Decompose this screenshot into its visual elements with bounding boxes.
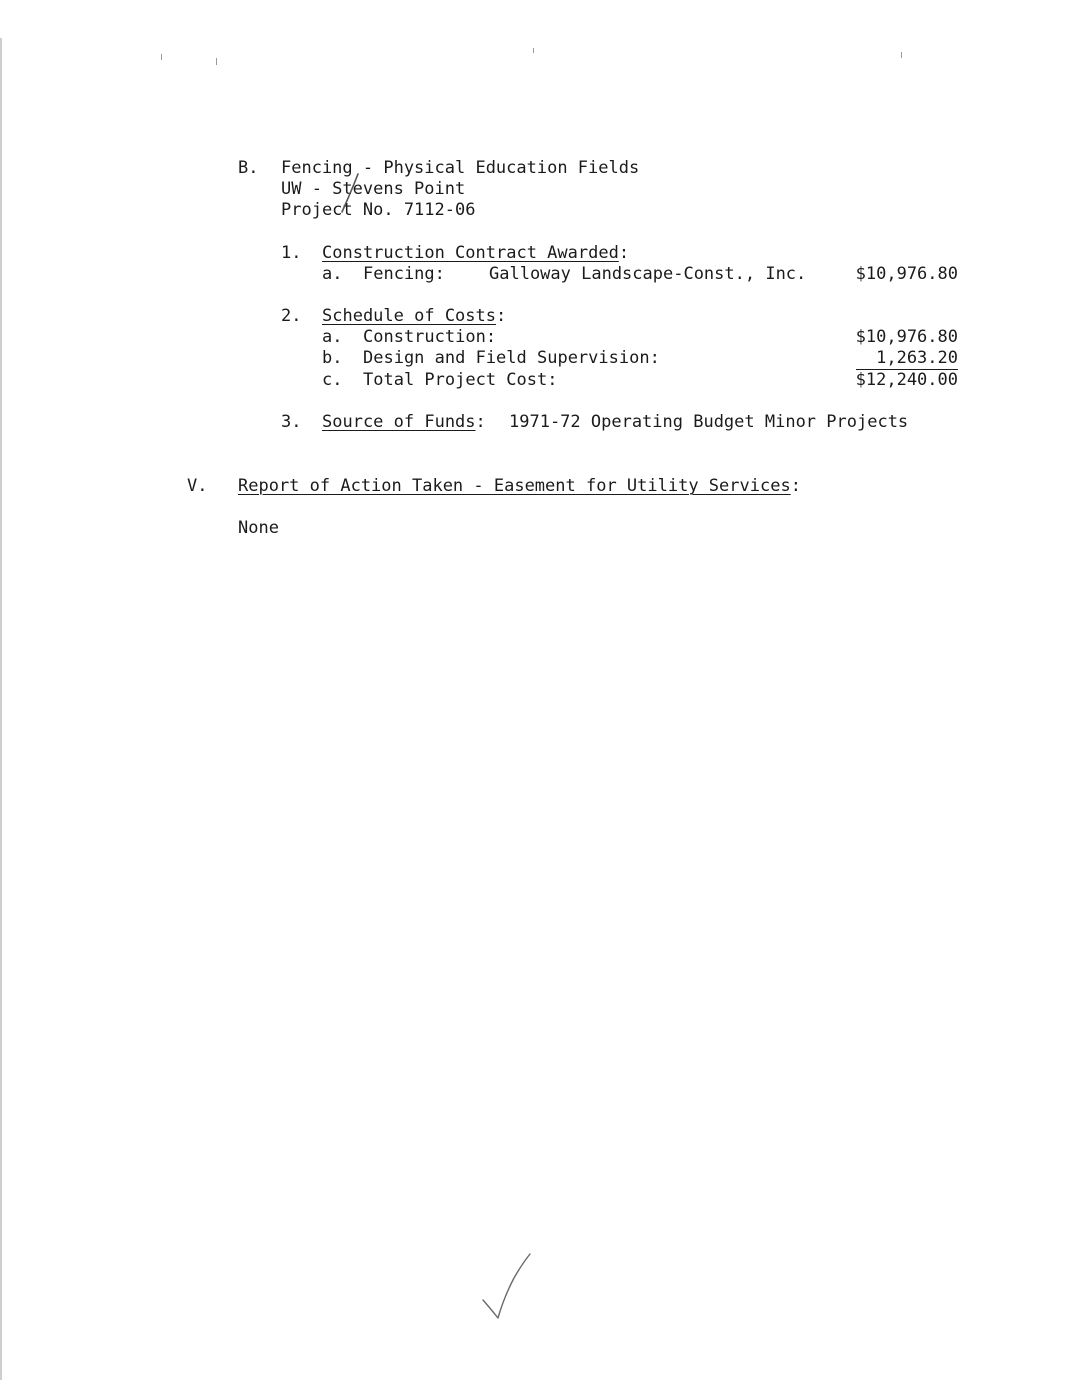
pencil-slash-mark	[336, 170, 366, 220]
check-mark-icon	[480, 1252, 540, 1332]
item-1a-letter: a.	[322, 264, 343, 284]
item-1a-contractor: Galloway Landscape-Const., Inc.	[489, 264, 807, 284]
item-1-heading	[322, 243, 629, 263]
section-b-title: Fencing - Physical Education Fields	[281, 158, 640, 178]
section-v-body: None	[238, 518, 279, 538]
section-b-institution: UW - Stevens Point	[281, 179, 466, 199]
scan-left-edge	[0, 38, 2, 1380]
item-2b-amount: 1,263.20	[876, 348, 958, 368]
item-1-heading-colon: :	[618, 243, 630, 263]
item-3-value: 1971-72 Operating Budget Minor Projects	[509, 412, 909, 432]
item-3-number: 3.	[281, 412, 302, 432]
section-v-heading	[238, 476, 801, 496]
scan-speck	[161, 54, 162, 60]
item-2c-amount: $12,240.00	[855, 370, 958, 390]
scan-speck	[533, 48, 534, 53]
item-2-heading-colon: :	[496, 306, 507, 326]
item-1a-amount: $10,976.80	[855, 264, 958, 284]
item-2b-letter: b.	[322, 348, 343, 368]
item-2c-letter: c.	[322, 370, 343, 390]
item-2c-label: Total Project Cost:	[363, 370, 558, 390]
item-1a-label: Fencing:	[363, 264, 445, 284]
scan-speck	[901, 52, 902, 58]
item-3-heading-text: Source of Funds	[322, 412, 476, 432]
item-2-heading-text: Schedule of Costs	[322, 306, 496, 326]
section-b-letter: B.	[238, 158, 259, 178]
item-2a-label: Construction:	[363, 327, 497, 347]
scan-speck	[216, 58, 217, 65]
section-v-heading-text: Report of Action Taken - Easement for Utility Services	[238, 476, 791, 496]
item-1-heading-text: Construction Contract Awarded	[322, 243, 619, 263]
item-1-number: 1.	[281, 243, 302, 263]
item-3-heading	[322, 412, 486, 432]
section-v-numeral: V.	[187, 476, 208, 496]
section-v-heading-colon: :	[790, 476, 801, 496]
item-2-number: 2.	[281, 306, 302, 326]
item-3-heading-colon: :	[475, 412, 486, 432]
item-2b-label: Design and Field Supervision:	[363, 348, 660, 368]
item-2a-letter: a.	[322, 327, 343, 347]
section-b-project-number: Project No. 7112-06	[281, 200, 476, 220]
item-2-heading	[322, 306, 506, 326]
item-2a-amount: $10,976.80	[855, 327, 958, 347]
